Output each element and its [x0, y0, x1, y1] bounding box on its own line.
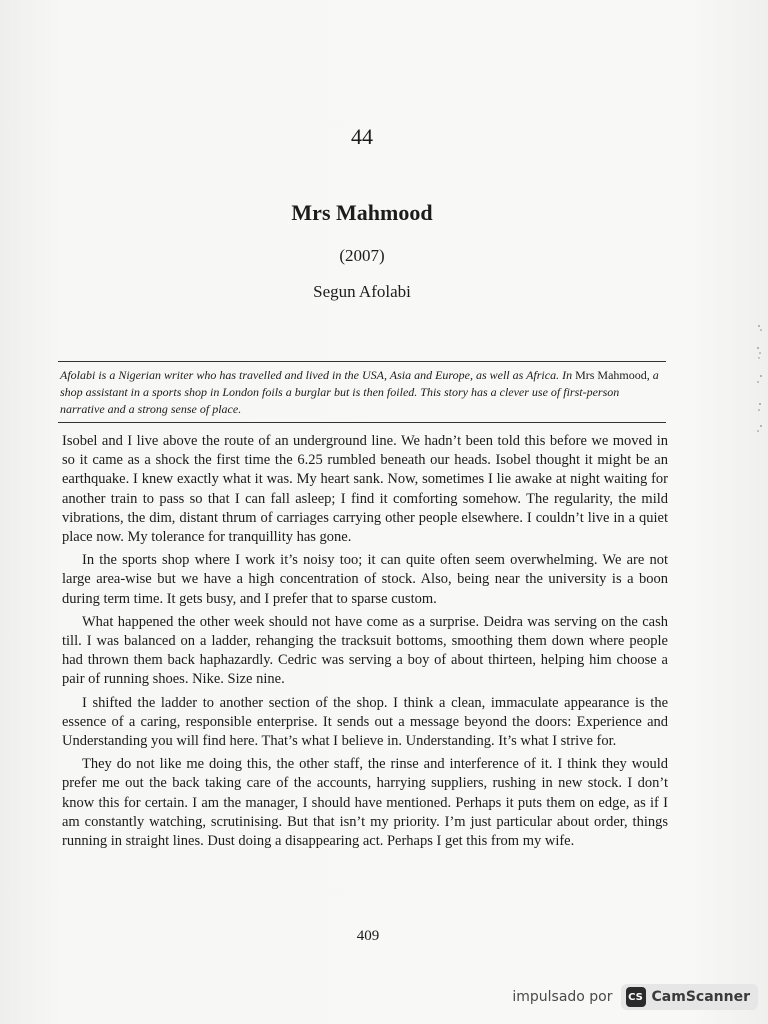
story-author: Segun Afolabi [313, 282, 411, 301]
binding-marks [752, 320, 766, 440]
chapter-number: 44 [351, 124, 373, 149]
intro-text-part2: , a shop assistant in a sports shop in London foils a burglar but is then foiled. This story has a clever use of first-person narrative and a strong sense of place. [60, 368, 659, 416]
body-paragraph: I shifted the ladder to another section of the shop. I think a clean, immaculate appearance is the essence of a caring, responsible enterprise. It sends out a message beyond the doors: Experience and Understanding you will find here. That’s what I believe in. Understanding. It’s what I strive for. [62, 694, 668, 750]
body-paragraph: Isobel and I live above the route of an underground line. We hadn’t been told this before we moved in so it came as a shock the first time the 6.25 rumbled beneath our heads. Isobel thought it might be an earthquake. I knew exactly what it was. My heart sank. Now, sometimes I lie awake at night waiting for another train to pass so that I can fall asleep; I find it comforting somehow. The regularity, the mild vibrations, the dim, distant thrum of carriages carrying other people elsewhere. I couldn’t live in a quiet place now. My tolerance for tranquillity has gone. [62, 433, 668, 546]
intro-text-part1: Afolabi is a Nigerian writer who has travelled and lived in the USA, Asia and Europe, as well as Africa. In [60, 368, 573, 382]
intro-note [60, 367, 666, 418]
camscanner-badge [621, 984, 758, 1010]
body-paragraph: They do not like me doing this, the other staff, the rinse and interference of it. I think they would prefer me out the back taking care of the accounts, harrying suppliers, rushing in new stock. I don’t know this for certain. I am the manager, I should have mentioned. Perhaps it puts them on edge, as if I am constantly watching, scrutinising. But that isn’t my priority. I’m just particular about order, things running in straight lines. Dust doing a disappearing act. Perhaps I get this from my wife. [62, 756, 668, 850]
watermark-prefix: impulsado por [512, 989, 613, 1005]
intro-title-ref: Mrs Mahmood [575, 368, 647, 382]
camscanner-logo-icon: CS [626, 987, 646, 1007]
intro-top-rule [58, 361, 666, 362]
camscanner-watermark [512, 982, 758, 1012]
story-title: Mrs Mahmood [291, 200, 433, 225]
camscanner-brand: CamScanner [651, 989, 750, 1005]
binding-marks-graphic [752, 320, 766, 440]
page-number: 409 [356, 928, 380, 944]
body-paragraph: In the sports shop where I work it’s noisy too; it can quite often seem overwhelming. We are not large area-wise but we have a high concentration of stock. Also, being near the university is a boon during term time. It gets busy, and I prefer that to sparse custom. [62, 552, 668, 607]
body-paragraph: What happened the other week should not have come as a surprise. Deidra was serving on the cash till. I was balanced on a ladder, rehanging the tracksuit bottoms, smoothing them down where people had thrown them back haphazardly. Cedric was serving a boy of about thirteen, helping him choose a pair of running shoes. Nike. Size nine. [62, 613, 668, 688]
story-body [62, 432, 668, 855]
story-year: (2007) [339, 246, 385, 265]
intro-bottom-rule [58, 422, 666, 423]
